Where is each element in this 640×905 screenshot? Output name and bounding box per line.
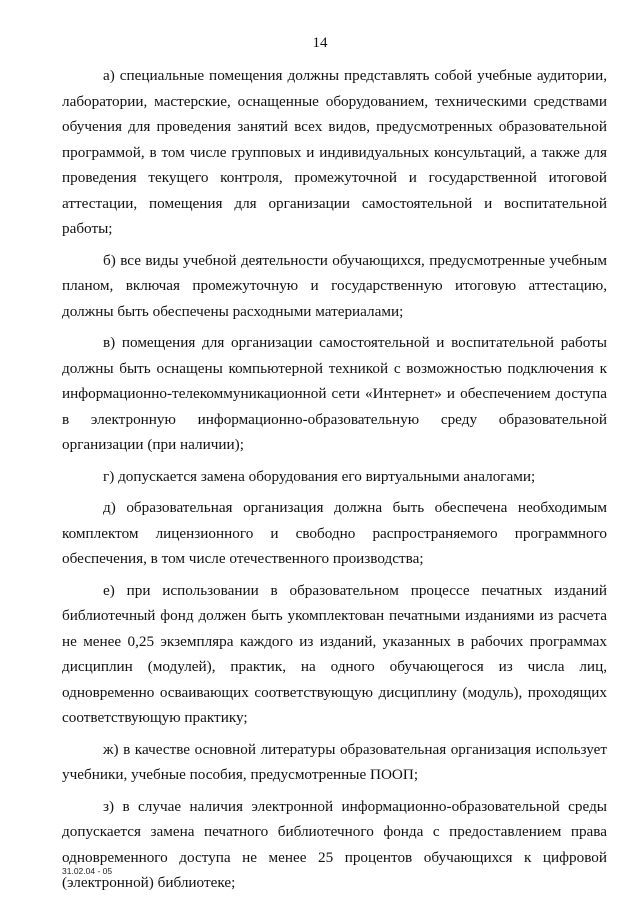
paragraph-d: д) образовательная организация должна быть обеспечена необходимым комплектом лицензионного и свободно распространяемого программного обеспечения, в том числе отечественного производства; <box>62 499 607 567</box>
paragraph-g: г) допускается замена оборудования его виртуальными аналогами; <box>103 467 536 485</box>
paragraph-v: в) помещения для организации самостоятельной и воспитательной работы должны быть оснащены компьютерной техникой с возможностью подключения к информационно-телекоммуникационной сети «Интернет» и обеспечением доступа в электронную информационно-образовательную среду образовательной организации (при наличии); <box>62 334 607 453</box>
paragraph-a: а) специальные помещения должны представлять собой учебные аудитории, лаборатории, мастерские, оснащенные оборудованием, техническими средствами обучения для проведения занятий всех видов, предусмотренных образовательной программой, в том числе групповых и индивидуальных консультаций, а также для проведения текущего контроля, промежуточной и государственной итоговой аттестации, помещения для организации самостоятельной и воспитательной работы; <box>62 67 607 237</box>
paragraph-zh: ж) в качестве основной литературы образовательная организация использует учебники, учебные пособия, предусмотренные ПООП; <box>62 740 607 783</box>
document-code: 31.02.04 - 05 <box>62 866 113 876</box>
paragraph-b: б) все виды учебной деятельности обучающихся, предусмотренные учебным планом, включая промежуточную и государственную итоговую аттестацию, должны быть обеспечены расходными материалами; <box>62 251 607 320</box>
document-body <box>62 63 607 902</box>
paragraph-z: з) в случае наличия электронной информационно-образовательной среды допускается замена печатного библиотечного фонда с предоставлением права одновременного доступа не менее 25 процентов обучающихся к цифровой (электронной) библиотеке; <box>62 797 607 891</box>
paragraph-e: е) при использовании в образовательном процессе печатных изданий библиотечный фонд должен быть укомплектован печатными изданиями из расчета не менее 0,25 экземпляра каждого из изданий, указанных в рабочих программах дисциплин (модулей), практик, на одного обучающегося из числа лиц, одновременно осваивающих соответствующую дисциплину (модуль), проходящих соответствующую практику; <box>62 581 607 726</box>
page-number: 14 <box>312 35 328 51</box>
